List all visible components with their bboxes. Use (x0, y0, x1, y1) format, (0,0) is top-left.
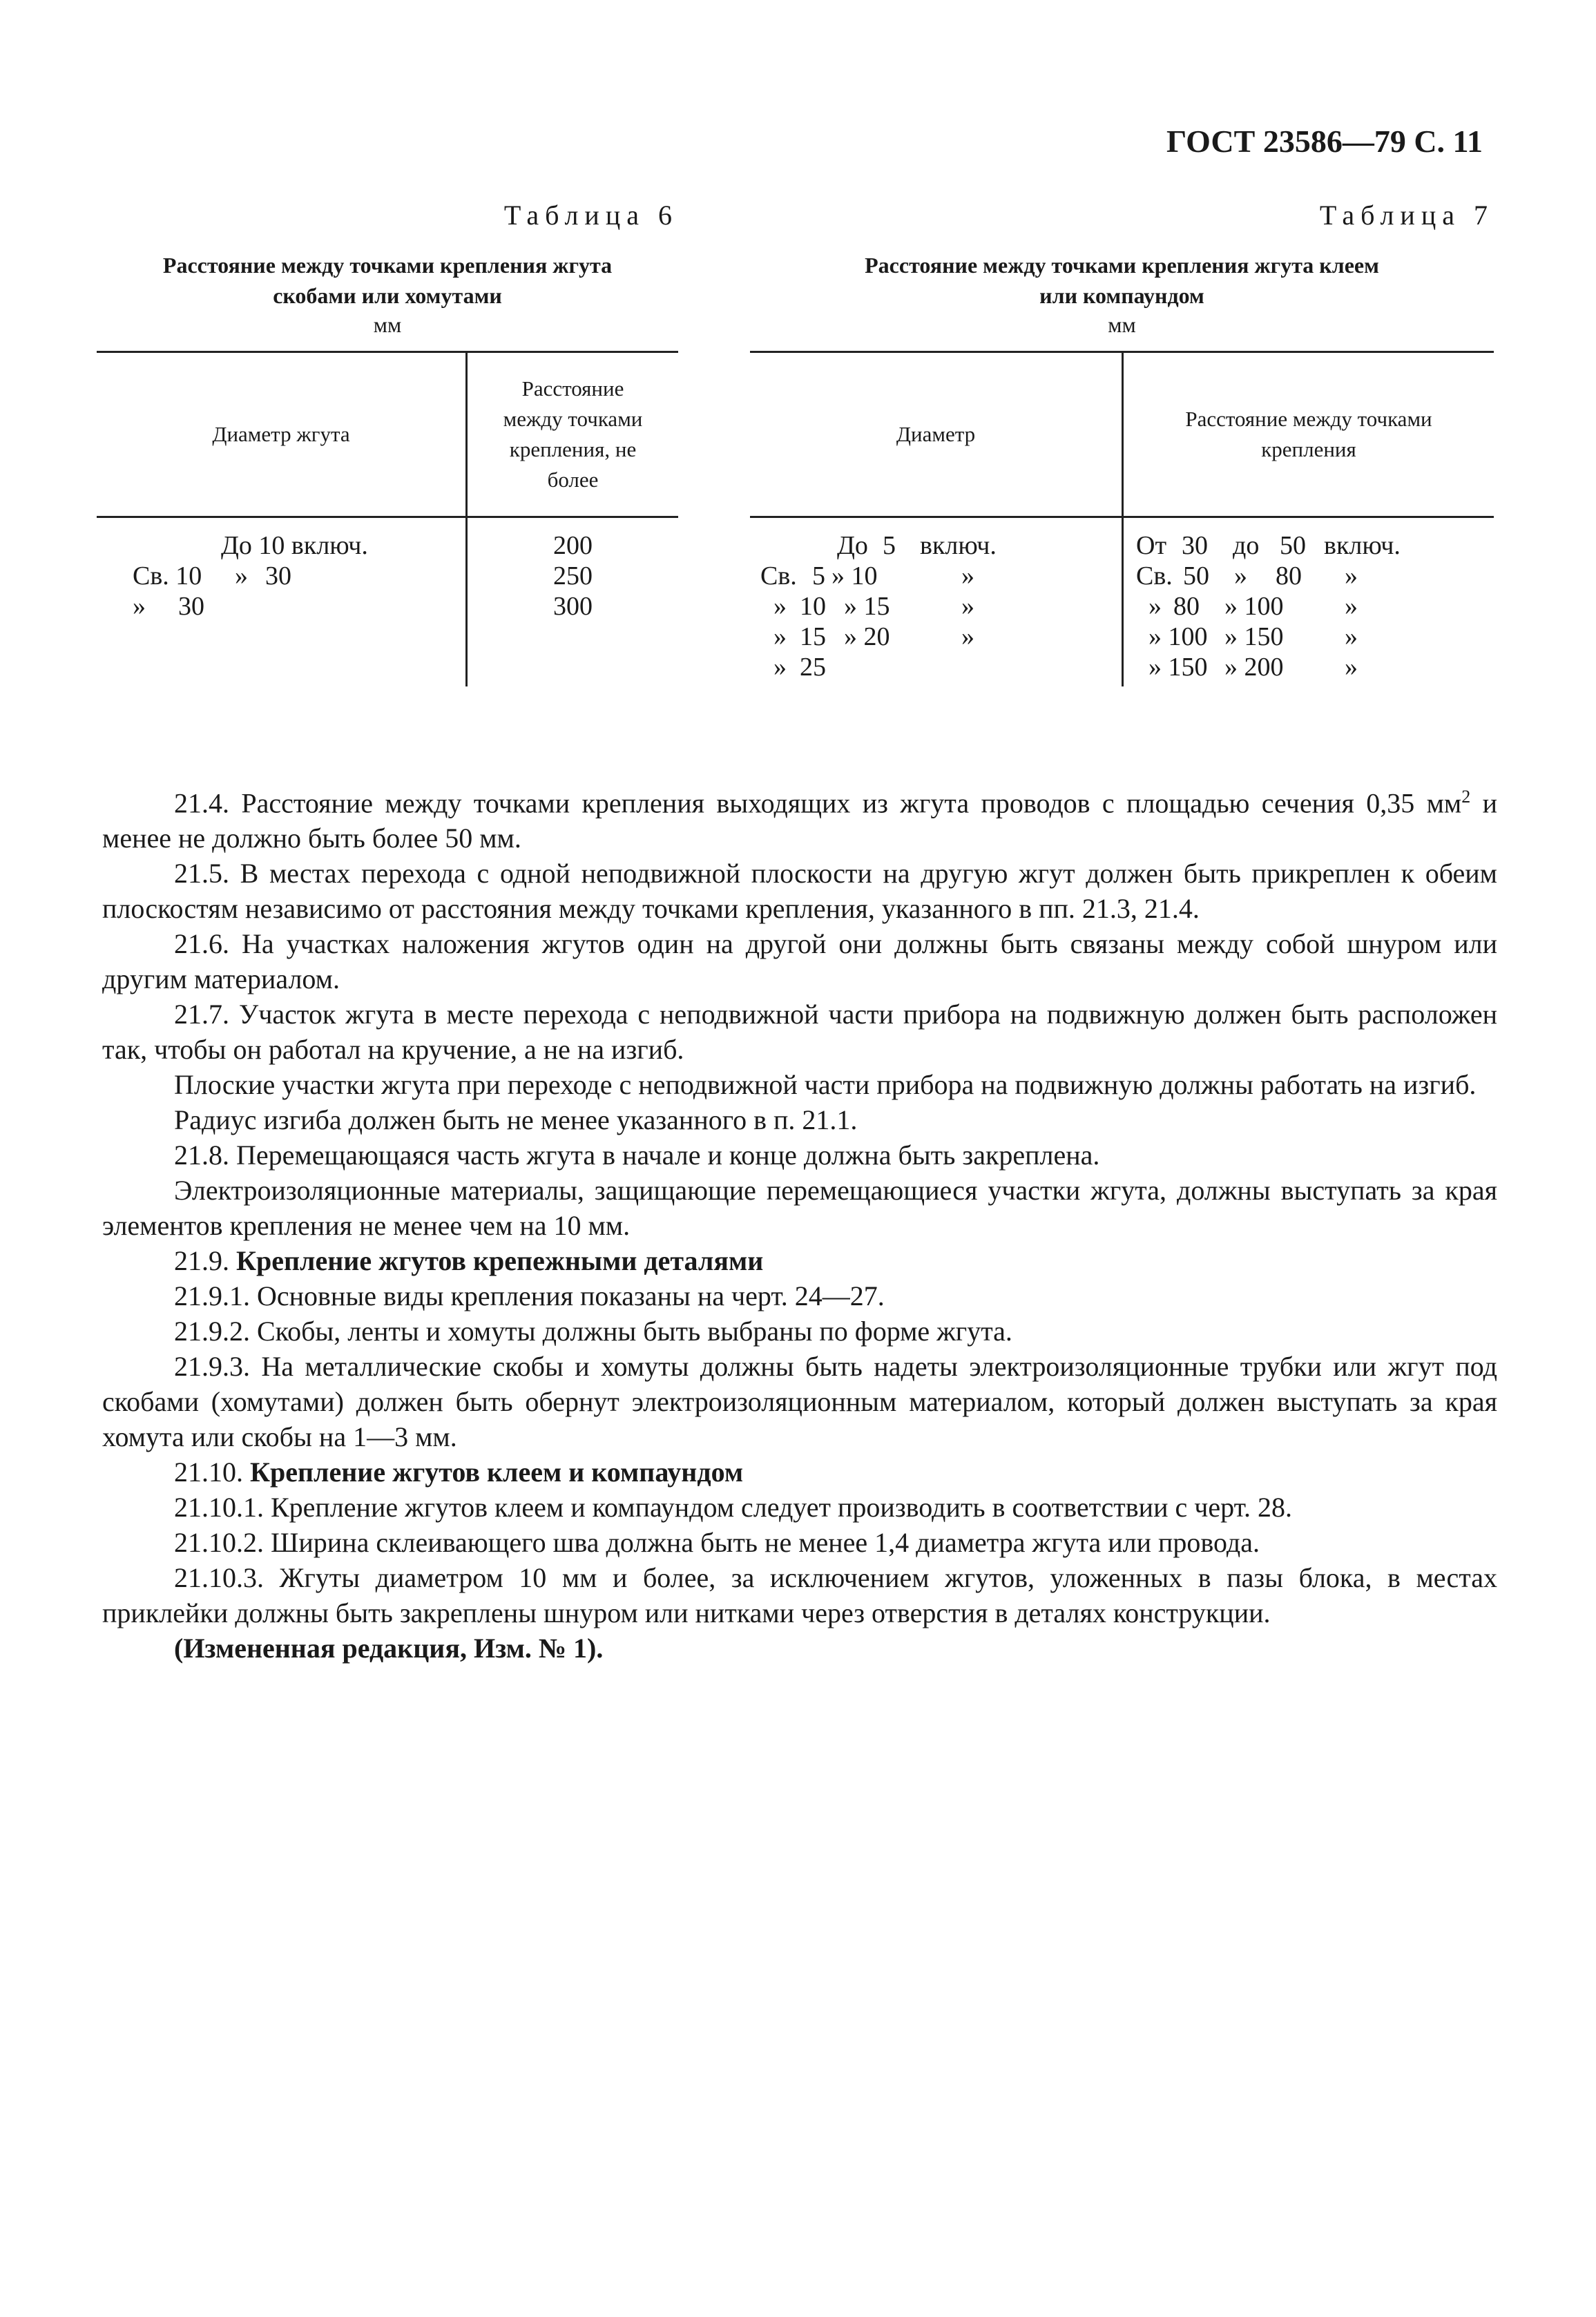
table7 (750, 351, 1494, 686)
paragraph-21-10 (102, 1454, 1497, 1490)
table7-cell: 10 (800, 592, 826, 621)
table7-cell: 30 (1182, 531, 1208, 560)
table6-col2-header-line: более (547, 468, 599, 492)
paragraph-text: 21.4. Расстояние между точками крепления выходящих из жгута проводов с площадью сечения 0,35 мм (174, 787, 1462, 819)
paragraph-21-7c: Радиус изгиба должен быть не менее указанного в п. 21.1. (174, 1104, 858, 1136)
table7-cell: До (837, 531, 868, 560)
table-row (1124, 622, 1494, 652)
table7-cell: » 150 (1224, 622, 1284, 651)
table7-cell: Св. (1136, 561, 1173, 590)
table6-body (97, 518, 678, 686)
table-row (750, 591, 1122, 622)
table-row (1124, 652, 1494, 682)
table7-col2-cells (1124, 518, 1494, 686)
table7-col2-header-line: Расстояние между точками (1185, 407, 1432, 431)
table7-cell: 80 (1173, 592, 1200, 621)
table7-cell: 5 (812, 561, 825, 590)
table6-cell: 30 (265, 561, 291, 590)
table7-cell: включ. (920, 531, 997, 560)
table-row (97, 530, 465, 561)
table-row (750, 530, 1122, 561)
table6-caption (97, 198, 678, 338)
paragraph-21-9-3: 21.9.3. На металлические скобы и хомуты должны быть надеты электроизоляционные трубки или жгут под скобами (хомутами) должен быть обернут электроизоляционным материалом, который должен выступать за края хомута или скобы на 1—3 мм. (102, 1351, 1497, 1453)
table7-cell: 25 (800, 653, 826, 682)
superscript: 2 (1461, 787, 1471, 807)
table7-unit: мм (1108, 312, 1136, 337)
table7-cell: От (1136, 531, 1167, 560)
table7-cell: » (961, 592, 974, 621)
table7-cell: 80 (1276, 561, 1302, 590)
table7-col2-header (1124, 353, 1494, 516)
table6-title (97, 250, 678, 311)
paragraph-text: и менее не должно быть более 50 мм. (102, 787, 1497, 854)
table7-cell: » (773, 592, 787, 621)
table-row (750, 622, 1122, 652)
table6-cell: » (235, 561, 248, 590)
table7-cell: » 100 (1148, 622, 1208, 651)
table6-header-row (97, 353, 678, 518)
table7-cell: » 150 (1148, 653, 1208, 682)
paragraph-21-4 (102, 779, 1497, 856)
paragraph-21-8b: Электроизоляционные материалы, защищающие перемещающиеся участки жгута, должны выступать за края элементов крепления не менее чем на 10 мм. (102, 1175, 1497, 1242)
table7-cell: » (1345, 592, 1358, 621)
table7-cell: Св. (760, 561, 797, 590)
table6-cell: Св. 10 (133, 561, 202, 590)
table6-title-line1: Расстояние между точками крепления жгута (162, 253, 613, 278)
table6-col2-header-line: между точками (503, 407, 643, 431)
table6-title-line2: скобами или хомутами (273, 283, 502, 308)
table7-cell: 50 (1183, 561, 1209, 590)
paragraph-21-10-3: 21.10.3. Жгуты диаметром 10 мм и более, за исключением жгутов, уложенных в пазы блока, в местах приклейки должны быть закреплены шнуром или нитками через отверстия в деталях конструкции. (102, 1562, 1497, 1629)
table6-value: 200 (553, 531, 593, 560)
table7-caption (750, 198, 1494, 338)
table7-cell: » (961, 622, 974, 651)
paragraph-21-9 (102, 1243, 1497, 1278)
table6-value: 300 (553, 592, 593, 621)
table-row (1124, 561, 1494, 591)
table7-cell: » 10 (831, 561, 878, 590)
table6-cell: » (133, 592, 146, 621)
table6 (97, 351, 678, 686)
table7-cell: » (1345, 653, 1358, 682)
amendment-text: (Измененная редакция, Изм. № 1). (174, 1633, 604, 1664)
table6-cell: 30 (178, 592, 204, 621)
table-row (750, 652, 1122, 682)
table6-col2-cells (468, 518, 678, 686)
table-row (1124, 530, 1494, 561)
table7-col1-header: Диаметр (750, 353, 1124, 516)
table7-col1-cells (750, 518, 1124, 686)
body-text (102, 779, 1497, 1666)
table7-body (750, 518, 1494, 686)
table7-cell: » 100 (1224, 592, 1284, 621)
table-row (468, 530, 678, 561)
table7-cell: » (1345, 561, 1358, 590)
table-row (468, 561, 678, 591)
table7-header-row (750, 353, 1494, 518)
table7-cell: » (773, 622, 787, 651)
table7-cell: » 20 (844, 622, 890, 651)
table7-cell: 5 (883, 531, 896, 560)
table7-col2-header-line: крепления (1261, 437, 1356, 461)
paragraph-21-10-2: 21.10.2. Ширина склеивающего шва должна быть не менее 1,4 диаметра жгута или провода. (174, 1527, 1260, 1559)
table7-label: Таблица 7 (1319, 200, 1494, 231)
amendment-note (102, 1631, 1497, 1666)
table7-title-line2: или компаундом (1039, 283, 1204, 308)
table6-col1-cells (97, 518, 468, 686)
paragraph-21-9-2: 21.9.2. Скобы, ленты и хомуты должны быть выбраны по форме жгута. (174, 1316, 1012, 1347)
paragraph-21-8: 21.8. Перемещающаяся часть жгута в начале и конце должна быть закреплена. (174, 1140, 1100, 1171)
table7-cell: » (961, 561, 974, 590)
paragraph-21-7: 21.7. Участок жгута в месте перехода с неподвижной части прибора на подвижную должен быть расположен так, чтобы он работал на кручение, а не на изгиб. (102, 999, 1497, 1066)
table7-cell: » (1345, 622, 1358, 651)
section-number: 21.9. (174, 1245, 236, 1277)
table6-cell: До 10 включ. (221, 531, 368, 560)
table7-cell: » (1148, 592, 1162, 621)
table-row (97, 561, 465, 591)
table7-cell: » 15 (844, 592, 890, 621)
table-row (97, 591, 465, 622)
table6-col2-header-line: крепления, не (509, 437, 637, 461)
table6-col2-header-line: Расстояние (521, 376, 624, 401)
paragraph-21-9-1: 21.9.1. Основные виды крепления показаны на черт. 24—27. (174, 1280, 885, 1312)
table7-cell: включ. (1324, 531, 1401, 560)
table7-cell: 15 (800, 622, 826, 651)
table6-label: Таблица 6 (503, 200, 678, 231)
paragraph-21-6: 21.6. На участках наложения жгутов один на другой они должны быть связаны между собой шнуром или другим материалом. (102, 928, 1497, 995)
table6-col2-header (468, 353, 678, 516)
table6-col1-header: Диаметр жгута (97, 353, 468, 516)
table-row (1124, 591, 1494, 622)
table7-title (750, 250, 1494, 311)
paragraph-21-7b: Плоские участки жгута при переходе с неподвижной части прибора на подвижную должны работать на изгиб. (174, 1069, 1477, 1101)
table6-unit: мм (373, 312, 402, 337)
paragraph-21-10-1: 21.10.1. Крепление жгутов клеем и компаундом следует производить в соответствии с черт. 28. (174, 1492, 1293, 1523)
section-heading: Крепление жгутов крепежными деталями (236, 1245, 764, 1277)
table-row (750, 561, 1122, 591)
section-number: 21.10. (174, 1456, 250, 1488)
table7-cell: до (1233, 531, 1260, 560)
table7-cell: » (773, 653, 787, 682)
table7-cell: » (1234, 561, 1247, 590)
table-row (468, 591, 678, 622)
page-header: ГОСТ 23586—79 С. 11 (1166, 124, 1483, 159)
table7-title-line1: Расстояние между точками крепления жгута клеем (865, 253, 1379, 278)
table7-cell: 50 (1280, 531, 1306, 560)
paragraph-21-5: 21.5. В местах перехода с одной неподвижной плоскости на другую жгут должен быть прикреплен к обеим плоскостям независимо от расстояния между точками крепления, указанного в пп. 21.3, 21.4. (102, 858, 1497, 925)
table6-value: 250 (553, 561, 593, 590)
table7-cell: » 200 (1224, 653, 1284, 682)
section-heading: Крепление жгутов клеем и компаундом (250, 1456, 744, 1488)
